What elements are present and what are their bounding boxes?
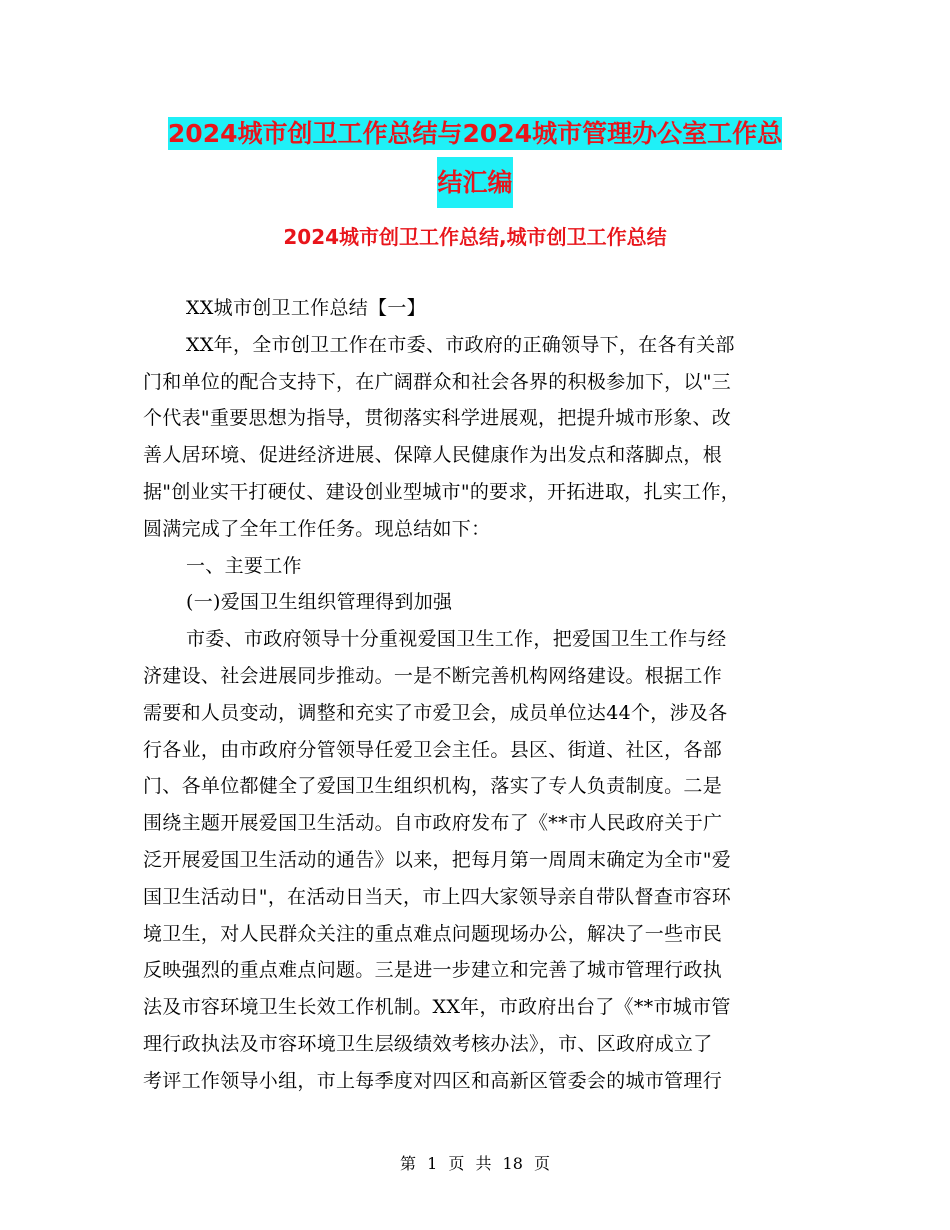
body-text xyxy=(143,290,803,1100)
page-footer: 第 1 页 共 18 页 xyxy=(400,1154,550,1173)
body-line: 围绕主题开展爱国卫生活动。自市政府发布了《**市人民政府关于广 xyxy=(143,812,723,835)
document-title xyxy=(0,110,950,208)
body-line: 圆满完成了全年工作任务。现总结如下： xyxy=(143,517,491,540)
body-line: 境卫生，对人民群众关注的重点难点问题现场办公，解决了一些市民 xyxy=(143,922,723,945)
document-title-line2: 结汇编 xyxy=(437,157,512,208)
body-line: 法及市容环境卫生长效工作机制。XX年，市政府出台了《**市城市管 xyxy=(143,996,731,1019)
body-line: 市委、市政府领导十分重视爱国卫生工作，把爱国卫生工作与经 xyxy=(186,628,727,651)
body-line: (一)爱国卫生组织管理得到加强 xyxy=(186,591,453,614)
body-line: XX城市创卫工作总结【一】 xyxy=(186,297,426,319)
body-line: 反映强烈的重点难点问题。三是进一步建立和完善了城市管理行政执 xyxy=(143,959,723,982)
body-line: 门、各单位都健全了爱国卫生组织机构，落实了专人负责制度。二是 xyxy=(143,775,723,798)
body-line: 据"创业实干打硬仗、建设创业型城市"的要求，开拓进取，扎实工作， xyxy=(143,480,741,503)
body-line: 善人居环境、促进经济进展、保障人民健康作为出发点和落脚点，根 xyxy=(143,444,723,467)
body-line: 个代表"重要思想为指导，贯彻落实科学进展观，把提升城市形象、改 xyxy=(143,407,732,430)
body-line: 门和单位的配合支持下，在广阔群众和社会各界的积极参加下，以"三 xyxy=(143,370,732,393)
document-title-line1: 2024城市创卫工作总结与2024城市管理办公室工作总 xyxy=(167,119,783,148)
body-line: XX年，全市创卫工作在市委、市政府的正确领导下，在各有关部 xyxy=(186,333,735,356)
body-line: 行各业，由市政府分管领导任爱卫会主任。县区、街道、社区，各部 xyxy=(143,738,723,761)
body-line: 国卫生活动日"，在活动日当天，市上四大家领导亲自带队督查市容环 xyxy=(143,885,732,908)
body-line: 需要和人员变动，调整和充实了市爱卫会，成员单位达44个，涉及各 xyxy=(143,701,728,724)
body-line: 一、主要工作 xyxy=(186,554,302,577)
body-line: 泛开展爱国卫生活动的通告》以来，把每月第一周周末确定为全市"爱 xyxy=(143,848,732,871)
body-line: 理行政执法及市容环境卫生层级绩效考核办法》，市、区政府成立了 xyxy=(143,1032,713,1055)
section-heading: 2024城市创卫工作总结,城市创卫工作总结 xyxy=(283,225,667,249)
body-line: 济建设、社会进展同步推动。一是不断完善机构网络建设。根据工作 xyxy=(143,664,723,687)
body-line: 考评工作领导小组，市上每季度对四区和高新区管委会的城市管理行 xyxy=(143,1069,723,1092)
